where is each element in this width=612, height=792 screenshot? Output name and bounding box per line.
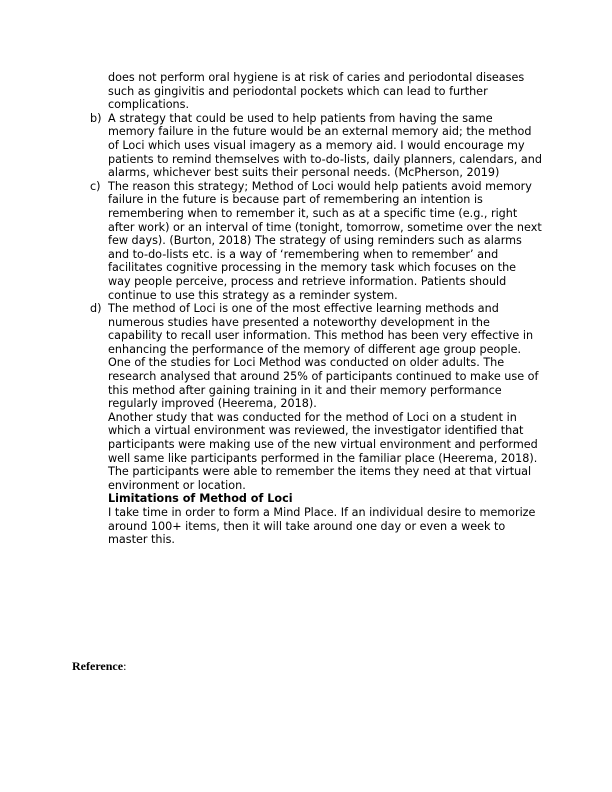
list-marker: b) — [90, 111, 102, 125]
item-paragraph: The reason this strategy; Method of Loci would help patients avoid memory failure in the future is because part of remembering an intention is remembering when to remember it, such as at a specific time (e.g., right after work) or an interval of time (tonight, tomorrow, sometime over the next few days). (Burton, 2018) The strategy of using reminders such as alarms and to-do-lists etc. is a way of ‘remembering when to remember’ and facilitates cognitive processing in the memory task which focuses on the way people perceive, process and retrieve information. Patients should continue to use this strategy as a reminder system. — [108, 179, 542, 302]
item-paragraph: Another study that was conducted for the method of Loci on a student in which a virtual environment was reviewed, the investigator identified that participants were making use of the new virtual environment and performed well same like participants performed in the familiar place (Heerema, 2018). The participants were able to remember the items they need at that virtual environment or location. — [108, 410, 538, 492]
item-paragraph: One of the studies for Loci Method was conducted on older adults. The research analysed that around 25% of participants continued to make use of this method after gaining training in it and their memory performance regularly improved (Heerema, 2018). — [108, 356, 539, 411]
continuation-paragraph: does not perform oral hygiene is at risk of caries and periodontal diseases such as gingivitis and periodontal pockets which can lead to further complications. — [108, 71, 525, 112]
item-paragraph: A strategy that could be used to help patients from having the same memory failure in the future would be an external memory aid; the method of Loci which uses visual imagery as a memory aid. I would encourage my patients to remind themselves with to-do-lists, daily planners, calendars, and alarms, whichever best suits their personal needs. (McPherson, 2019) — [108, 111, 542, 180]
list-marker: c) — [90, 179, 101, 193]
item-paragraph: The method of Loci is one of the most effective learning methods and numerous studies have presented a noteworthy development in the capability to recall user information. This method has been very effective in enhancing the performance of the memory of different age group people. — [108, 302, 534, 356]
body-text — [90, 71, 542, 547]
item-paragraph: I take time in order to form a Mind Place. If an individual desire to memorize around 100+ items, then it will take around one day or even a week to master this. — [108, 506, 536, 547]
reference-heading — [72, 659, 126, 673]
list-item-d — [90, 302, 542, 547]
reference-colon: : — [123, 659, 127, 673]
section-subheading: Limitations of Method of Loci — [108, 492, 293, 506]
reference-label: Reference — [72, 659, 124, 673]
list-marker: d) — [90, 302, 102, 316]
list-item-c — [90, 179, 542, 302]
list-item-b — [90, 111, 542, 180]
